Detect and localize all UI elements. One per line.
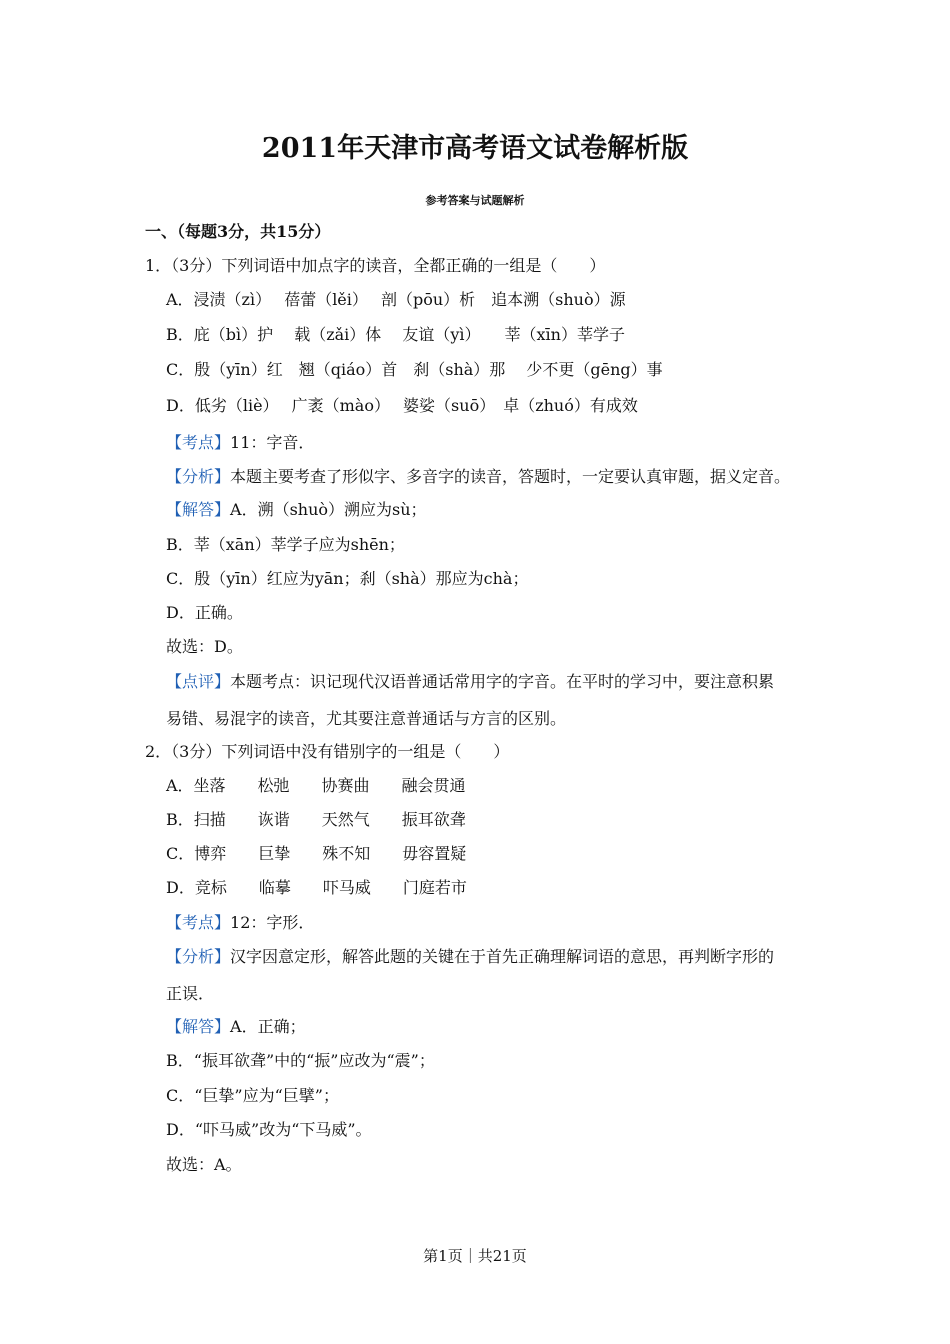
question-2-option-b: B．扫描 诙谐 天然气 振耳欲聋 (166, 810, 466, 829)
question-1-option-c: C．殷（yīn）红 翘（qiáo）首 刹（shà）那 少不更（gēng）事 (166, 360, 663, 379)
question-2-stem: 2．（3分）下列词语中没有错别字的一组是（ ） (145, 742, 510, 761)
fenxi-tag: 【分析】 (166, 467, 231, 486)
question-2-answer-c: C．“巨挚”应为“巨擘”； (166, 1086, 339, 1105)
question-2-option-a: A．坐落 松弛 协赛曲 融会贯通 (166, 776, 466, 795)
document-subtitle: 参考答案与试题解析 (425, 194, 525, 207)
fenxi-text: 本题主要考查了形似字、多音字的读音，答题时，一定要认真审题，据义定音。 (230, 467, 791, 486)
question-1-answer-b: B．莘（xān）莘学子应为shēn； (166, 535, 405, 554)
question-1-kaodian (166, 433, 314, 453)
kaodian-tag: 【考点】 (166, 433, 231, 452)
fenxi-tag: 【分析】 (166, 947, 231, 966)
question-2-fenxi-cont: 正误． (166, 984, 215, 1003)
question-2-option-d: D．竞标 临摹 吓马威 门庭若市 (166, 878, 467, 897)
question-2-jieda (166, 1017, 306, 1037)
question-2-kaodian (166, 913, 314, 933)
question-1-jieda (166, 500, 427, 520)
jieda-text: A．溯（shuò）溯应为sù； (230, 500, 427, 519)
question-1-fenxi (166, 467, 790, 487)
question-1-dianping (166, 672, 774, 692)
jieda-tag: 【解答】 (166, 500, 231, 519)
document-title: 2011年天津市高考语文试卷解析版 (261, 133, 689, 164)
question-1-option-a: A．浸渍（zì） 蓓蕾（lěi） 剖（pōu）析 追本溯（shuò）源 (166, 290, 626, 309)
section-heading: 一、（每题3分，共15分） (145, 222, 331, 241)
question-1-answer-c: C．殷（yīn）红应为yān；刹（shà）那应为chà； (166, 569, 529, 588)
question-1-answer-d: D．正确。 (166, 603, 243, 622)
jieda-tag: 【解答】 (166, 1017, 231, 1036)
dianping-tag: 【点评】 (166, 672, 231, 691)
question-1-dianping-cont: 易错、易混字的读音，尤其要注意普通话与方言的区别。 (166, 709, 567, 728)
kaodian-tag: 【考点】 (166, 913, 231, 932)
question-1-choice: 故选：D。 (166, 637, 243, 656)
page-footer: 第1页｜共21页 (423, 1247, 527, 1265)
kaodian-text: 11：字音． (230, 433, 315, 452)
dianping-text: 本题考点：识记现代汉语普通话常用字的字音。在平时的学习中，要注意积累 (230, 672, 775, 691)
question-1-option-d: D．低劣（liè） 广袤（mào） 婆娑（suō） 卓（zhuó）有成效 (166, 396, 638, 415)
jieda-text: A．正确； (230, 1017, 306, 1036)
question-2-fenxi (166, 947, 774, 967)
question-2-choice: 故选：A。 (166, 1155, 242, 1174)
question-2-answer-b: B．“振耳欲聋”中的“振”应改为“震”； (166, 1051, 435, 1070)
question-2-option-c: C．博弈 巨挚 殊不知 毋容置疑 (166, 844, 467, 863)
question-1-option-b: B．庇（bì）护 载（zǎi）体 友谊（yì） 莘（xīn）莘学子 (166, 325, 625, 344)
question-1-stem: 1．（3分）下列词语中加点字的读音，全都正确的一组是（ ） (145, 256, 606, 275)
question-2-answer-d: D．“吓马威”改为“下马威”。 (166, 1120, 372, 1139)
kaodian-text: 12：字形． (230, 913, 315, 932)
fenxi-text: 汉字因意定形，解答此题的关键在于首先正确理解词语的意思，再判断字形的 (230, 947, 775, 966)
